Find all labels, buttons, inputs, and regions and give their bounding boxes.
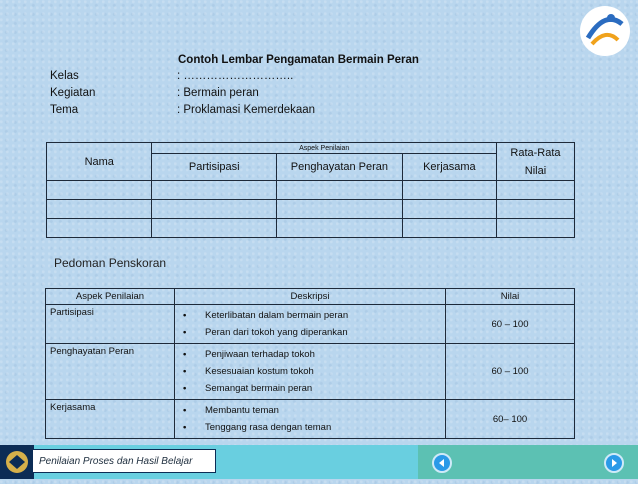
list-item: • Membantu teman	[179, 402, 441, 419]
list-item: • Kesesuaian kostum tokoh	[179, 363, 441, 380]
list-item: • Semangat bermain peran	[179, 380, 441, 397]
info-label: Tema	[50, 104, 79, 116]
header-deskripsi: Deskripsi	[175, 289, 446, 305]
nilai-cell: 60– 100	[446, 400, 575, 439]
table-row	[46, 305, 575, 344]
header-kerjasama: Kerjasama	[402, 154, 496, 181]
observation-table	[46, 142, 575, 238]
header-aspek: Aspek Penilaian	[46, 289, 175, 305]
header-rata-nilai	[496, 143, 574, 181]
nilai-cell: 60 – 100	[446, 305, 575, 344]
deskripsi-cell	[175, 400, 446, 439]
header-nilai: Nilai	[524, 164, 547, 177]
header-partisipasi: Partisipasi	[152, 154, 277, 181]
table-row	[46, 344, 575, 400]
section-title: Pedoman Penskoran	[54, 256, 167, 270]
info-value: : Proklamasi Kemerdekaan	[177, 104, 316, 116]
aspek-cell: Penghayatan Peran	[46, 344, 175, 400]
deskripsi-cell	[175, 344, 446, 400]
arrow-left-icon[interactable]	[432, 453, 452, 473]
list-item: • Tenggang rasa dengan teman	[179, 419, 441, 436]
page-title: Contoh Lembar Pengamatan Bermain Peran	[178, 54, 419, 66]
emblem-icon	[0, 445, 34, 479]
list-item: • Keterlibatan dalam bermain peran	[179, 307, 441, 324]
arrow-right-icon[interactable]	[604, 453, 624, 473]
nilai-cell: 60 – 100	[446, 344, 575, 400]
info-value: : ………………………..	[177, 70, 294, 82]
footer-label: Penilaian Proses dan Hasil Belajar	[32, 449, 216, 473]
deskripsi-cell	[175, 305, 446, 344]
header-aspek: Aspek Penilaian	[152, 143, 496, 154]
header-nama: Nama	[47, 143, 152, 181]
table-row	[47, 219, 575, 238]
table-row	[47, 200, 575, 219]
info-label: Kegiatan	[50, 87, 96, 99]
list-item: • Peran dari tokoh yang diperankan	[179, 324, 441, 341]
header-nilai: Nilai	[446, 289, 575, 305]
header-rata: Rata-Rata	[510, 146, 561, 159]
table-row	[47, 181, 575, 200]
kurikulum-logo-icon	[578, 4, 632, 58]
info-value: : Bermain peran	[177, 87, 259, 99]
info-label: Kelas	[50, 70, 79, 82]
footer-bar	[0, 445, 638, 479]
table-row	[46, 400, 575, 439]
list-item: • Penjiwaan terhadap tokoh	[179, 346, 441, 363]
aspek-cell: Kerjasama	[46, 400, 175, 439]
header-penghayatan: Penghayatan Peran	[277, 154, 403, 181]
scoring-table	[45, 288, 575, 439]
aspek-cell: Partisipasi	[46, 305, 175, 344]
